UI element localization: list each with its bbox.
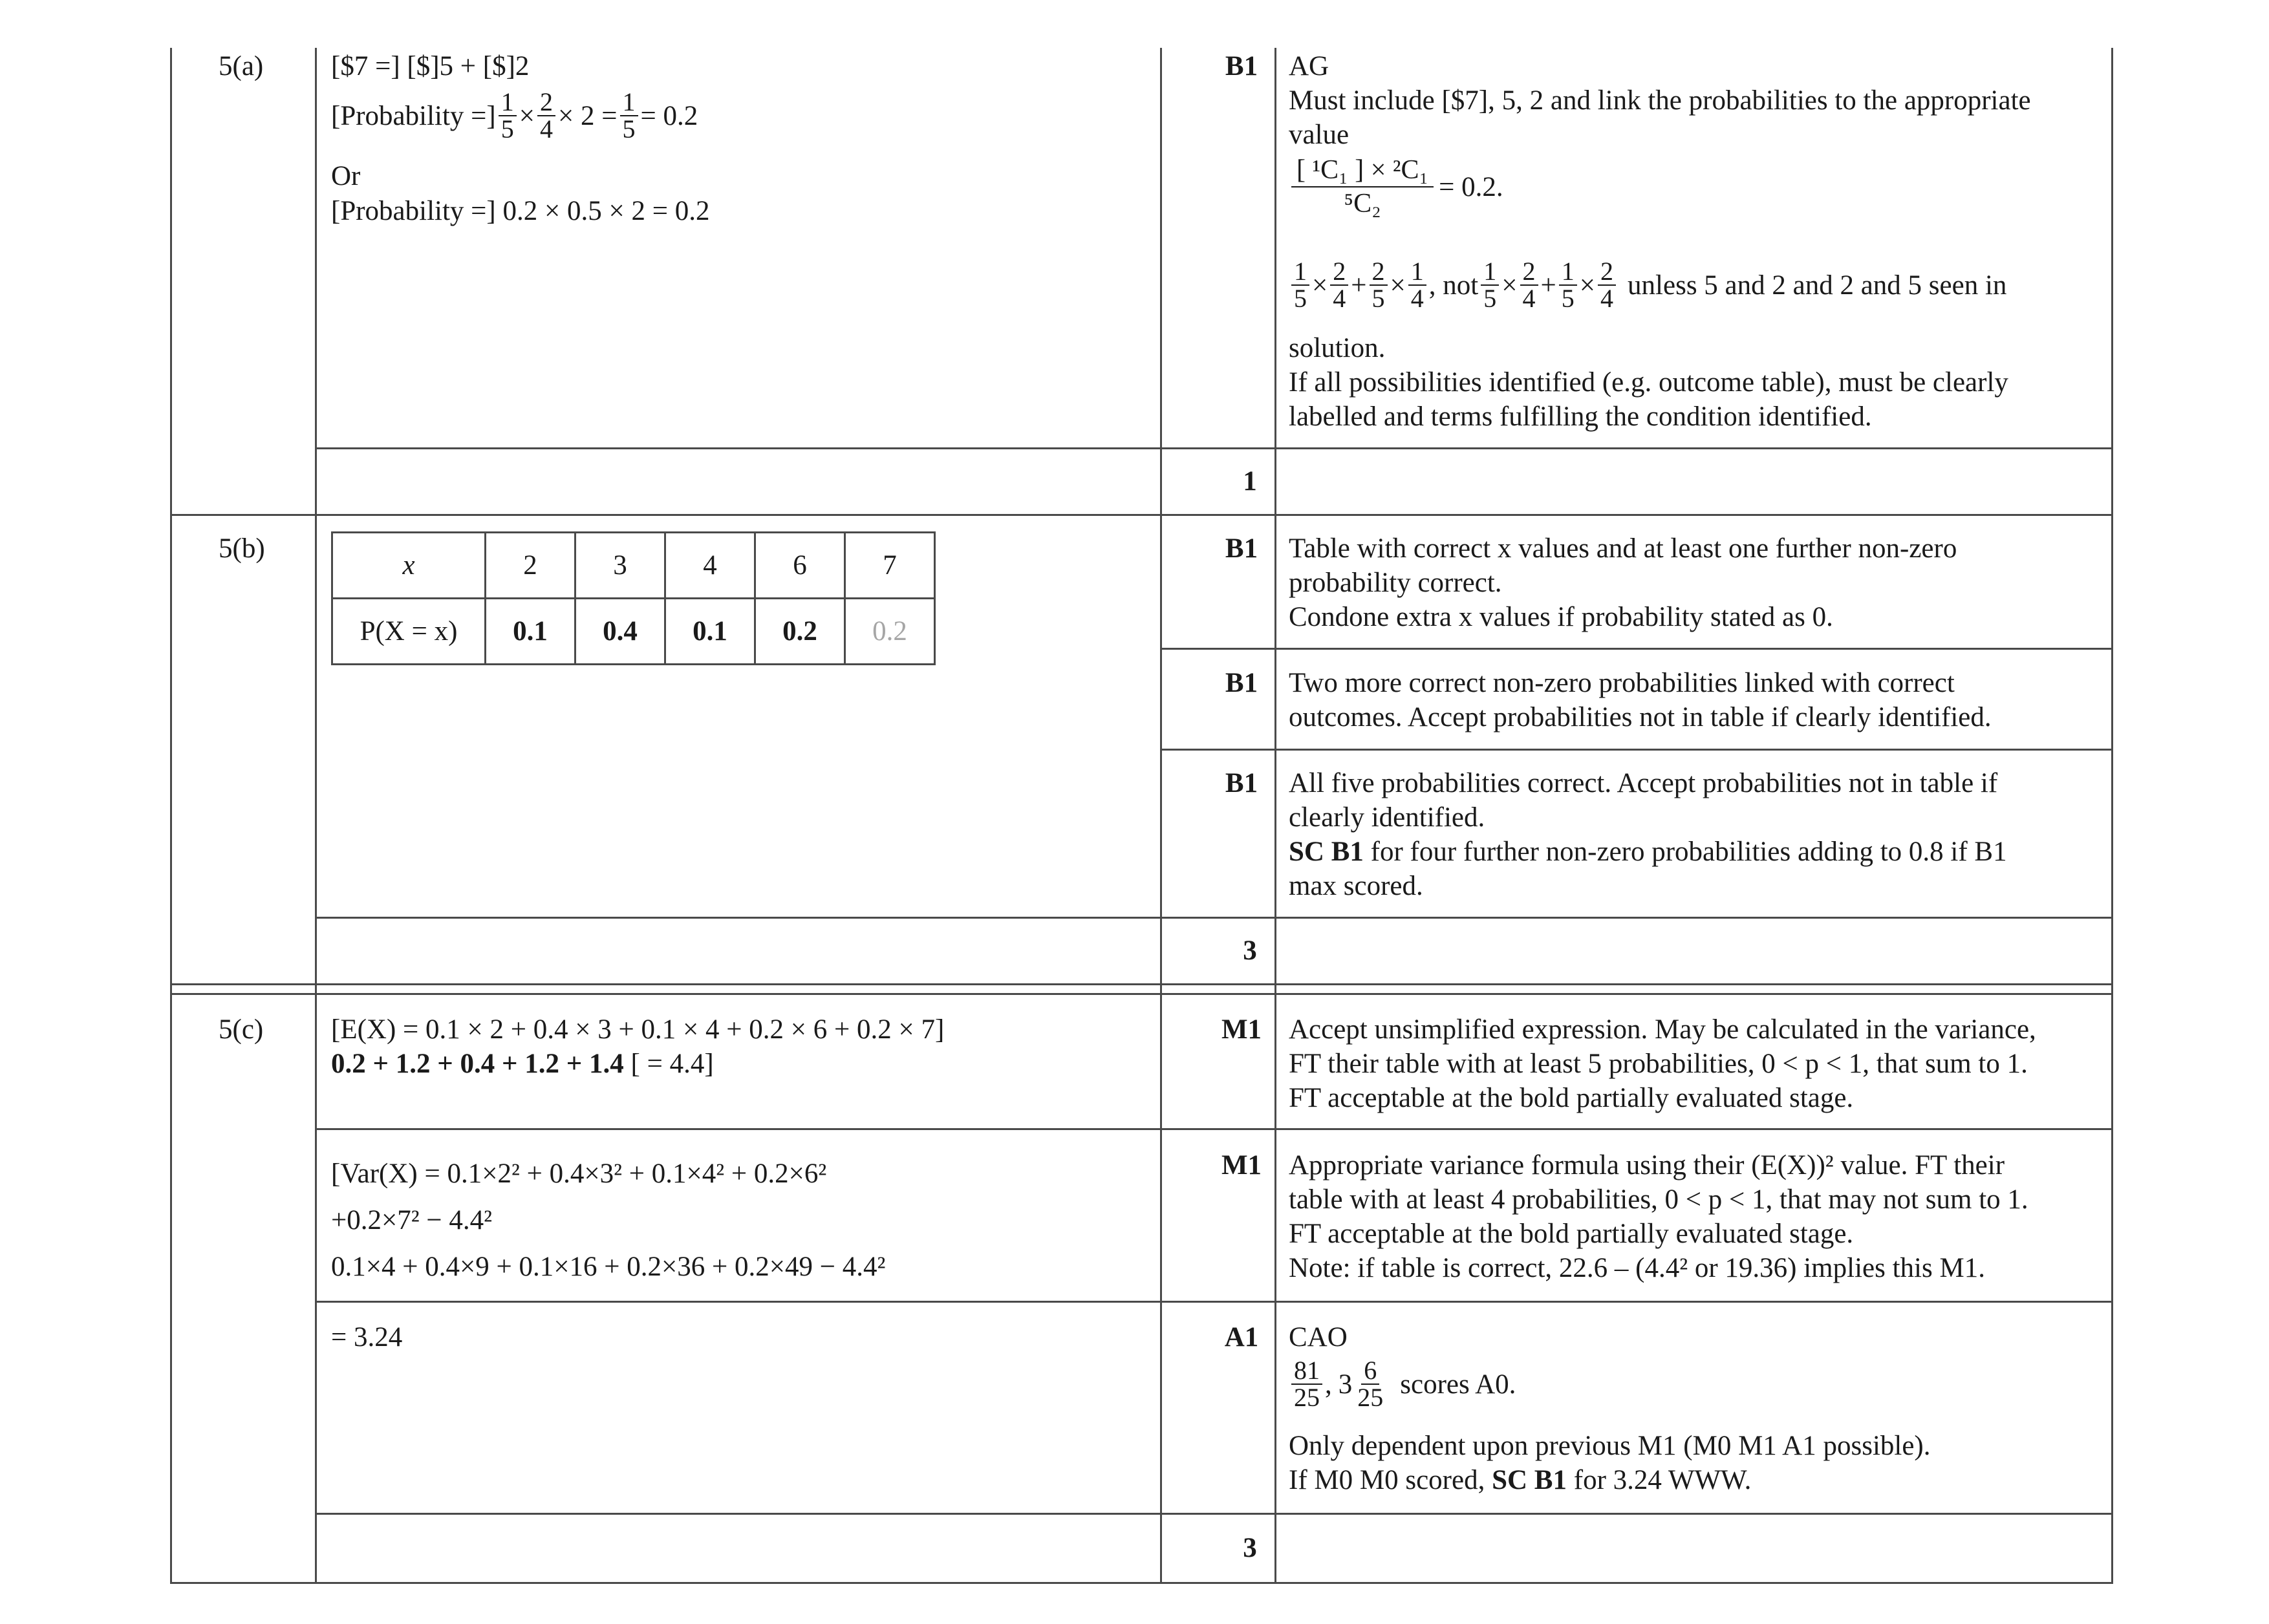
guidance-5c-2 xyxy=(1289,1148,2028,1285)
table-row-label: P(X = x) xyxy=(332,599,486,665)
fraction: $\frac{81}{25}$ xyxy=(1291,1358,1322,1411)
guidance-5a xyxy=(1289,49,2031,152)
probability-prefix: [Probability =] xyxy=(331,100,496,131)
special-case-label: SC B1 xyxy=(1289,837,1364,867)
question-label: 5(a) xyxy=(219,51,264,81)
guidance-line: Condone extra x values if probability stated as 0. xyxy=(1289,602,1833,632)
mark-b1: B1 xyxy=(1225,51,1258,81)
unless-text: unless 5 and 2 and 2 and 5 seen in xyxy=(1628,270,2007,301)
expectation-working xyxy=(331,1012,944,1081)
guidance-5c-3 xyxy=(1289,1320,1348,1354)
mark-a1: A1 xyxy=(1224,1322,1259,1352)
working-line: +0.2×7² − 4.4² xyxy=(331,1205,493,1235)
guidance-line: Appropriate variance formula using their (E(X))² value. FT their xyxy=(1289,1150,2005,1181)
total-marks: 3 xyxy=(1243,935,1257,966)
working-line: 0.2 + 1.2 + 0.4 + 1.2 + 1.4 [ = 4.4] xyxy=(331,1049,714,1079)
working-line: [Var(X) = 0.1×2² + 0.4×3² + 0.1×4² + 0.2×6² xyxy=(331,1159,827,1189)
guidance-line: labelled and terms fulfilling the condition identified. xyxy=(1289,401,1872,432)
fraction: $\frac{1}{5}$ xyxy=(499,89,517,142)
grid-line xyxy=(170,514,2113,516)
table-row xyxy=(332,599,935,665)
guidance-5b-3 xyxy=(1289,766,2007,903)
guidance-ag: AG xyxy=(1289,51,1329,81)
combination-expression xyxy=(1289,154,1503,220)
fraction: $\frac{1}{5}$ xyxy=(1481,259,1499,312)
fractions-expression: $\frac{1}{5}$ × $\frac{2}{4}$ + $\frac{2}{5}$ × $\frac{1}{4}$ , not $\frac{1}{5}$ × $\frac{2}{4}$ + $\frac{1}{5}$ × $\frac{2}{4}$ unless 5 and 2 and 2 and 5 seen in xyxy=(1289,259,2006,312)
grid-line xyxy=(315,447,2113,449)
guidance-line: value xyxy=(1289,120,1350,150)
table-cell: 6 xyxy=(755,533,845,599)
not-text: , not xyxy=(1428,270,1479,301)
grid-line xyxy=(170,1582,2113,1584)
guidance-line: clearly identified. xyxy=(1289,802,1485,833)
fraction: $\frac{2}{4}$ xyxy=(1598,259,1616,312)
grid-line xyxy=(315,1128,2113,1130)
guidance-5c-3-tail xyxy=(1289,1429,1931,1497)
working-line: [E(X) = 0.1 × 2 + 0.4 × 3 + 0.1 × 4 + 0.2 × 6 + 0.2 × 7] xyxy=(331,1014,945,1045)
guidance-line: outcomes. Accept probabilities not in table if clearly identified. xyxy=(1289,702,1992,732)
guidance-5b-2 xyxy=(1289,666,1992,734)
table-row xyxy=(332,533,935,599)
variance-result: = 3.24 xyxy=(331,1322,403,1352)
guidance-5b-1 xyxy=(1289,531,1957,634)
grid-line xyxy=(170,48,172,1584)
table-cell: 3 xyxy=(575,533,665,599)
guidance-line: If M0 M0 scored, SC B1 for 3.24 WWW. xyxy=(1289,1465,1752,1495)
guidance-cao: CAO xyxy=(1289,1322,1348,1352)
times-sign: × xyxy=(519,100,535,131)
guidance-line: Accept unsimplified expression. May be calculated in the variance, xyxy=(1289,1014,2036,1045)
guidance-line: FT acceptable at the bold partially evaluated stage. xyxy=(1289,1083,1854,1113)
comma: , xyxy=(1325,1369,1332,1400)
grid-line xyxy=(2111,48,2113,1584)
working-line: [$7 =] [$]5 + [$]2 xyxy=(331,51,530,81)
mark-b1: B1 xyxy=(1225,533,1258,564)
guidance-line: If all possibilities identified (e.g. outcome table), must be clearly xyxy=(1289,367,2008,398)
guidance-line: Must include [$7], 5, 2 and link the probabilities to the appropriate xyxy=(1289,85,2031,116)
guidance-line: FT their table with at least 5 probabilities, 0 < p < 1, that sum to 1. xyxy=(1289,1049,2028,1079)
total-marks: 3 xyxy=(1243,1533,1257,1563)
table-cell: 4 xyxy=(665,533,755,599)
fraction: $\frac{1}{4}$ xyxy=(1408,259,1426,312)
guidance-line: SC B1 for four further non-zero probabilities adding to 0.8 if B1 xyxy=(1289,837,2007,867)
fraction: $\frac{2}{5}$ xyxy=(1370,259,1388,312)
working-probability-line xyxy=(331,89,698,142)
table-cell: 0.2 xyxy=(845,599,935,665)
fraction: $\frac{1}{5}$ xyxy=(1291,259,1309,312)
fraction: $\frac{2}{4}$ xyxy=(1330,259,1348,312)
working-alt-line: [Probability =] 0.2 × 0.5 × 2 = 0.2 xyxy=(331,196,710,226)
fraction: $\frac{6}{25}$ xyxy=(1357,1356,1384,1412)
guidance-line: max scored. xyxy=(1289,871,1423,901)
grid-line xyxy=(315,917,2113,919)
grid-line xyxy=(315,48,317,1584)
grid-line xyxy=(170,993,2113,995)
guidance-line: FT acceptable at the bold partially evaluated stage. xyxy=(1289,1219,1854,1249)
guidance-line: probability correct. xyxy=(1289,568,1502,598)
guidance-5a-tail xyxy=(1289,331,2008,434)
guidance-line: Table with correct x values and at least one further non-zero xyxy=(1289,533,1957,564)
grid-line xyxy=(170,983,2113,985)
fraction: $\frac{2}{4}$ xyxy=(1520,259,1538,312)
table-cell: 0.4 xyxy=(575,599,665,665)
guidance-line: Note: if table is correct, 22.6 – (4.4² or 19.36) implies this M1. xyxy=(1289,1253,1985,1283)
fraction: $\frac{1}{5}$ xyxy=(620,89,638,142)
mark-m1: M1 xyxy=(1221,1150,1262,1181)
table-header-x: x xyxy=(332,533,486,599)
grid-line xyxy=(1160,48,1162,1584)
fraction: $\frac{2}{4}$ xyxy=(537,89,555,142)
working-line: 0.1×4 + 0.4×9 + 0.1×16 + 0.2×36 + 0.2×49 − 4.4² xyxy=(331,1252,886,1282)
mark-b1: B1 xyxy=(1225,768,1258,798)
total-marks: 1 xyxy=(1243,466,1257,497)
grid-line xyxy=(1160,648,2113,650)
table-cell: 0.1 xyxy=(665,599,755,665)
table-cell: 0.2 xyxy=(755,599,845,665)
table-cell: 7 xyxy=(845,533,935,599)
grid-line xyxy=(315,1301,2113,1303)
combination-result: = 0.2. xyxy=(1439,171,1503,202)
probability-table xyxy=(331,531,936,665)
scores-text: scores A0. xyxy=(1400,1369,1516,1400)
guidance-line: solution. xyxy=(1289,333,1386,363)
times-two: × 2 = xyxy=(558,100,618,131)
guidance-line: table with at least 4 probabilities, 0 < p < 1, that may not sum to 1. xyxy=(1289,1184,2028,1215)
grid-line xyxy=(315,1513,2113,1515)
guidance-line: Only dependent upon previous M1 (M0 M1 A1 possible). xyxy=(1289,1431,1931,1461)
combination-fraction: $\frac{\text{[ ¹C₁ ] × ²C₁}}{\text{⁵C₂}}$ xyxy=(1291,154,1434,220)
fraction-alternatives xyxy=(1289,1358,1516,1411)
variance-working xyxy=(331,1151,885,1290)
or-text: Or xyxy=(331,161,361,191)
question-label: 5(b) xyxy=(219,533,265,564)
question-label: 5(c) xyxy=(219,1014,264,1045)
mixed-whole: 3 xyxy=(1338,1369,1353,1400)
guidance-line: Two more correct non-zero probabilities linked with correct xyxy=(1289,668,1955,698)
table-cell: 2 xyxy=(486,533,575,599)
mark-b1: B1 xyxy=(1225,668,1258,698)
table-cell: 0.1 xyxy=(486,599,575,665)
mark-m1: M1 xyxy=(1221,1014,1262,1045)
guidance-line: All five probabilities correct. Accept probabilities not in table if xyxy=(1289,768,1998,798)
result: = 0.2 xyxy=(640,100,698,131)
guidance-5c-1 xyxy=(1289,1012,2036,1115)
grid-line xyxy=(1160,749,2113,751)
fraction: $\frac{1}{5}$ xyxy=(1559,259,1577,312)
